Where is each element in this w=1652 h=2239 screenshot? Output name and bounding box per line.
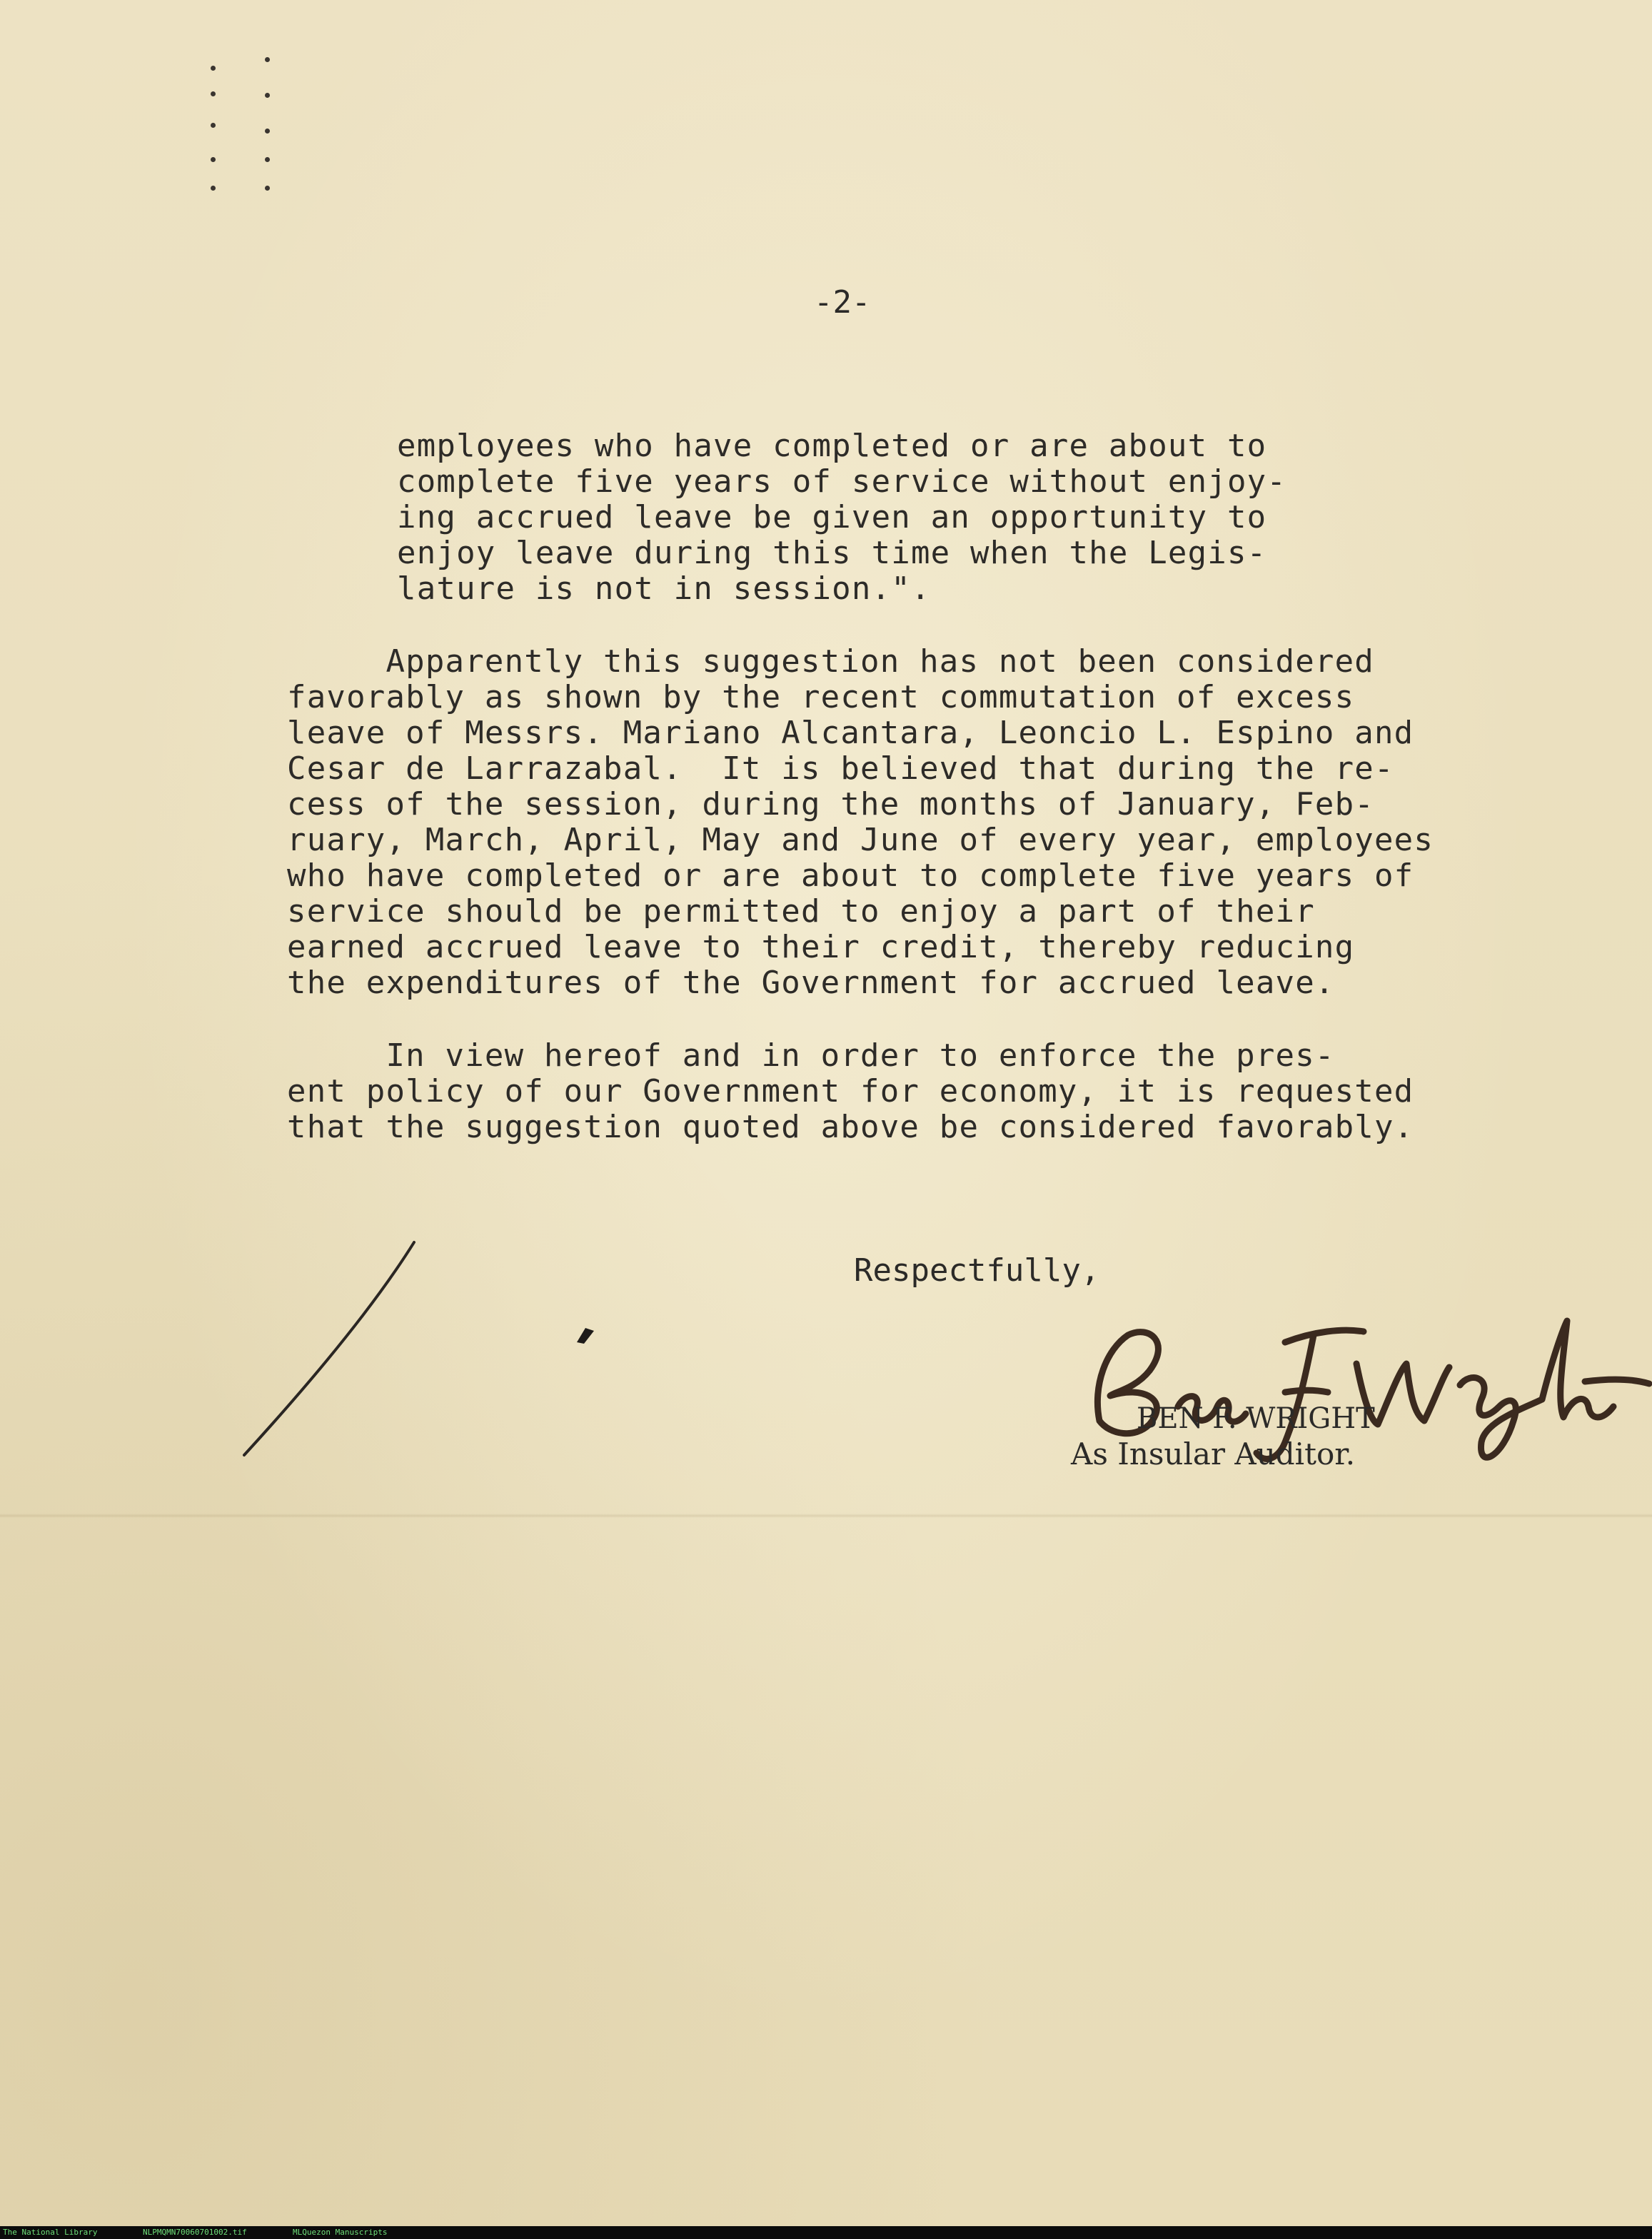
staple-hole-marks [208,57,218,200]
archive-footer-bar [0,2226,1652,2239]
ink-blot [571,1321,600,1349]
text-line: ing accrued leave be given an opportunity to [397,499,1267,535]
footer-filename: NLPMQMN70060701002.tif [143,2228,247,2237]
text-line: cess of the session, during the months of January, Feb- [287,786,1374,822]
text-line: ent policy of our Government for economy, it is requested [287,1073,1414,1110]
text-line: In view hereof and in order to enforce the pres- [287,1037,1335,1074]
text-line: Apparently this suggestion has not been considered [287,643,1374,680]
signatory-title: As Insular Auditor. [1071,1437,1356,1471]
footer-library: The National Library [3,2228,98,2237]
text-line: that the suggestion quoted above be considered favorably. [287,1109,1414,1145]
text-line: lature is not in session.". [397,570,931,607]
text-line: leave of Messrs. Mariano Alcantara, Leoncio L. Espino and [287,715,1414,751]
text-line: who have completed or are about to complete five years of [287,857,1414,894]
text-line: favorably as shown by the recent commutation of excess [287,679,1355,715]
text-line: the expenditures of the Government for accrued leave. [287,965,1335,1001]
text-line: earned accrued leave to their credit, thereby reducing [287,929,1355,965]
staple-hole-marks [263,50,273,193]
text-line: service should be permitted to enjoy a part of their [287,893,1315,930]
pen-stroke-mark [236,1235,435,1464]
signatory-name: BEN F. WRIGHT [1137,1402,1375,1435]
text-line: enjoy leave during this time when the Legis- [397,535,1267,571]
page-number: -2- [814,284,871,321]
closing-salutation: Respectfully, [854,1252,1100,1289]
text-line: ruary, March, April, May and June of every year, employees [287,822,1434,858]
text-line: complete five years of service without enjoy- [397,463,1287,500]
footer-collection: MLQuezon Manuscripts [293,2228,388,2237]
paper-fold [0,1514,1652,1518]
text-line: employees who have completed or are about to [397,428,1267,464]
text-line: Cesar de Larrazabal. It is believed that during the re- [287,750,1394,787]
